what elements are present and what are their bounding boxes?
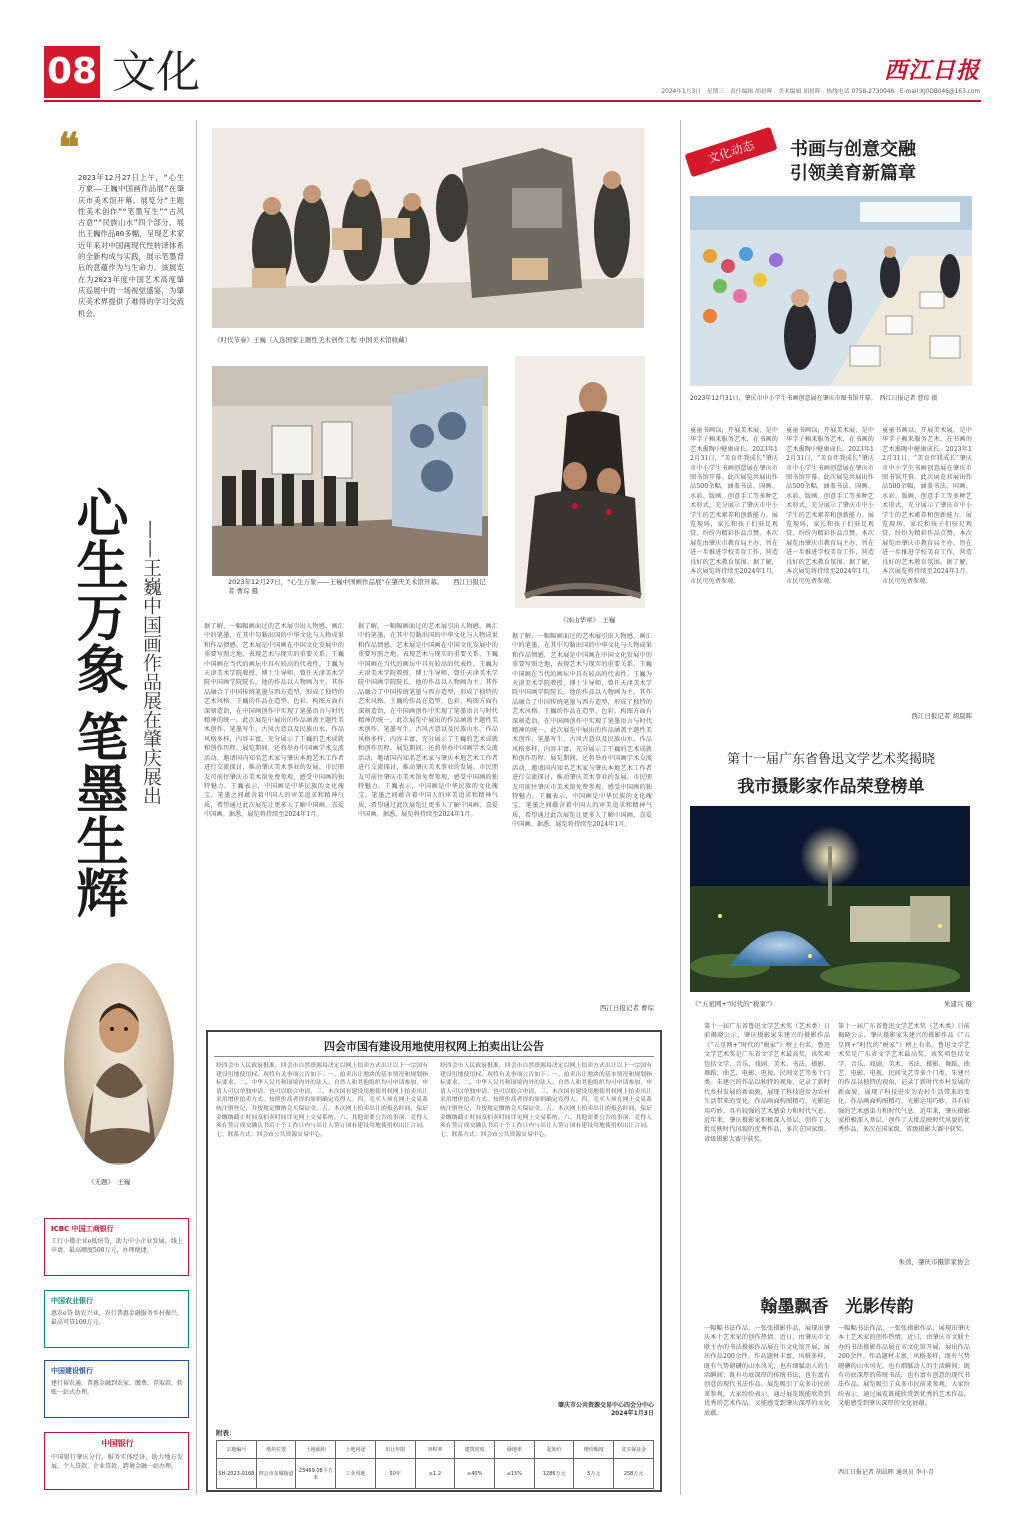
- exhibition-hall-caption: 2023年12月27日，“心生万象——王巍中国画作品展”在肇庆美术馆开幕。 西江日报记者 曹琮 摄: [228, 578, 486, 595]
- artwork-snow-mountain-image: [515, 356, 645, 608]
- notice-td: 5万元: [574, 1459, 614, 1489]
- feature-body-col-1: 据了解，一幅幅画面过的艺术展引出人物感，画汇中的笔墨，在其中勾勒出国的中华文化与人物成果和作品情感。艺术展是中国画在中国文化发展中的重要写照之地，表现艺术与现实的重要关系，王巍中国画在当代的画坛中具有较高的代表性。王巍为天津美术学院教授、博士生导师，曾任天津美术学院中国画学院院长，他的作品以人物画为主，其作品融合了中国传统笔墨与西方造型，形成了独特的艺术风格。王巍的作品在造型、色彩、构图方面有深刻造诣，在中国画创作中实现了笔墨语言与时代精神的统一。此次展览中展出的作品涵盖主题性美术创作、笔墨写生、古风古意以及民族山水，作品风格多样，内容丰富，充分展示了王巍的艺术成就和创作历程。展览期间，还将举办中国画学术交流活动，邀请国内知名艺术家与肇庆本地艺术工作者进行交流探讨，推动肇庆美术事业的发展。市民朋友可前往肇庆市美术馆免费参观，感受中国画的独特魅力。王巍表示，中国画是中华民族的文化瑰宝，笔墨之间蕴含着中国人的审美追求和精神气质，希望通过此次展览让更多人了解中国画、喜爱中国画。据悉，展览将持续至2024年1月。: [204, 623, 344, 819]
- ad-abc-name: 中国农业银行: [51, 1297, 93, 1305]
- notice-td: ≥1.2: [415, 1459, 455, 1489]
- notice-td: 258万元: [614, 1459, 654, 1489]
- notice-th: 绿地率: [495, 1441, 535, 1459]
- notice-table-row: [217, 1459, 654, 1489]
- culture-news-body-col-3: 童童书画以，开展美术展，是中华学子赖来服务艺术，在书画的艺术熏陶中健康成长。2023年12月31日，“美育伴我成长”肇庆市中小学生书画创意展在肇庆市图书馆开幕。此次展览共展出作品500余幅，涵盖书法、国画、水彩、版画、创意手工等多种艺术形式，充分展示了肇庆市中小学生的艺术素养和创新能力。展览现场，家长和孩子们驻足观赏，纷纷为精彩作品点赞。本次展览由肇庆市教育局主办，旨在进一步推进学校美育工作，营造良好的艺术教育氛围。据了解，本次展览将持续至2024年1月，市民可免费参观。: [882, 427, 972, 585]
- right-column-divider: [680, 120, 681, 1495]
- notice-title: 四会市国有建设用地使用权网上拍卖出让公告: [324, 1040, 544, 1053]
- award-body-col-2: 第十一届广东省鲁迅文学艺术奖（艺术类）日前揭晓公示，肇庆摄影家朱建兴的摄影作品《“五星网+”时代的“税家”》榜上有名。鲁迅文学艺术奖是广东省文学艺术最高奖，该奖项包括文学、音乐、戏剧、美术、书法、摄影、舞蹈、曲艺、电影、电视、民间文艺等多个门类。朱建兴的作品以独特的视角，记录了新时代乡村发展的新面貌，展现了科技进步为农村生活带来的变化。作品画面构图精巧，光影运用巧妙，具有较强的艺术感染力和时代气息。近年来，肇庆摄影家积极深入基层，创作了大批反映时代风貌的优秀作品，多次在国家级、省级摄影大赛中获奖。: [838, 1023, 970, 1134]
- quote-mark: ❝: [58, 124, 80, 171]
- notice-th: 出让年限: [375, 1441, 415, 1459]
- notice-th: 土地用途: [336, 1441, 376, 1459]
- notice-body-col-2: 经四会市人民政府批准，四会市自然资源局决定以网上拍卖方式出让以下一宗国有建设用地使用权。现将有关事项公告如下：一、拍卖出让地块的基本情况和规划指标要求。二、中华人民共和国境内外的法人、自然人和其他组织均可申请参加，申请人可以单独申请，也可以联合申请。三、本次国有建设用地使用权网上拍卖出让采用增价拍卖方式，按照价高者得的原则确定竞得人。四、竞买人须在网上交易系统注册登记，并按规定缴纳竞买保证金。五、本次网上拍卖出让的报名时间、保证金缴纳截止时间及拍卖时间详见网上交易系统。六、其他需要公告的事项：竞得人须在签订成交确认书后十个工作日内与出让人签订国有建设用地使用权出让合同。七、联系方式：四会市公共资源交易中心。: [440, 1063, 652, 1138]
- notice-td: 工业用地: [336, 1459, 376, 1489]
- night-field-credit: 朱建兴 摄: [943, 1000, 972, 1008]
- headline-part-1: 心生万象: [67, 486, 128, 694]
- notice-th: 地块位置: [256, 1441, 296, 1459]
- culture-news-title: 书画与创意交融 引领美育新篇章: [790, 139, 916, 184]
- ad-boc-text: 中国银行肇庆分行，服务实体经济，助力地方发展，个人贷款、企业贷款、跨境金融一站办理。: [51, 1454, 183, 1470]
- section-title: 文化: [112, 47, 200, 98]
- notice-table-header-row: [217, 1441, 654, 1459]
- notice-table-label: 附表：: [216, 1429, 236, 1437]
- culture-news-body-col-1: 童童书画以，开展美术展，是中华学子赖来服务艺术，在书画的艺术熏陶中健康成长。2023年12月31日，“美育伴我成长”肇庆市中小学生书画创意展在肇庆市图书馆开幕。此次展览共展出作品500余幅，涵盖书法、国画、水彩、版画、创意手工等多种艺术形式，充分展示了肇庆市中小学生的艺术素养和创新能力。展览现场，家长和孩子们驻足观赏，纷纷为精彩作品点赞。本次展览由肇庆市教育局主办，旨在进一步推进学校美育工作，营造良好的艺术教育氛围。据了解，本次展览将持续至2024年1月，市民可免费参观。: [690, 427, 778, 585]
- ad-abc[interactable]: [44, 1290, 189, 1348]
- notice-title-rule: [214, 1056, 654, 1057]
- land-auction-notice: [206, 1030, 662, 1492]
- ad-ccb-name: 中国建设银行: [51, 1367, 93, 1375]
- notice-td: 23469.08平方米: [296, 1459, 336, 1489]
- culture-news-body-col-2: 童童书画以，开展美术展，是中华学子赖来服务艺术，在书画的艺术熏陶中健康成长。2023年12月31日，“美育伴我成长”肇庆市中小学生书画创意展在肇庆市图书馆开幕。此次展览共展出作品500余幅，涵盖书法、国画、水彩、版画、创意手工等多种艺术形式，充分展示了肇庆市中小学生的艺术素养和创新能力。展览现场，家长和孩子们驻足观赏，纷纷为精彩作品点赞。本次展览由肇庆市教育局主办，旨在进一步推进学校美育工作，营造良好的艺术教育氛围。据了解，本次展览将持续至2024年1月，市民可免费参观。: [786, 427, 874, 585]
- notice-body-col-1: 经四会市人民政府批准，四会市自然资源局决定以网上拍卖方式出让以下一宗国有建设用地使用权。现将有关事项公告如下：一、拍卖出让地块的基本情况和规划指标要求。二、中华人民共和国境内外的法人、自然人和其他组织均可申请参加，申请人可以单独申请，也可以联合申请。三、本次国有建设用地使用权网上拍卖出让采用增价拍卖方式，按照价高者得的原则确定竞得人。四、竞买人须在网上交易系统注册登记，并按规定缴纳竞买保证金。五、本次网上拍卖出让的报名时间、保证金缴纳截止时间及拍卖时间详见网上交易系统。六、其他需要公告的事项：竞得人须在签订成交确认书后十个工作日内与出让人签订国有建设用地使用权出让合同。七、联系方式：四会市公共资源交易中心。: [216, 1063, 428, 1138]
- notice-td: 1286万元: [534, 1459, 574, 1489]
- header-meta: 2024年1月3日 星期三 责任编辑 胡晨晖 美术编辑 胡晨晖 热线电话 0758-2730046 E-mail:XJ0DB046@163.com: [661, 89, 980, 95]
- header-rule: [44, 100, 981, 102]
- notice-th: 土地面积: [296, 1441, 336, 1459]
- notice-th: 建筑密度: [455, 1441, 495, 1459]
- notice-th: 增价幅度: [574, 1441, 614, 1459]
- headline-part-2: 笔墨生辉: [67, 710, 128, 918]
- feature-intro: 2023年12月27日上午，“心生万象——王巍中国画作品展”在肇庆市美术馆开幕。展览分“主题性美术创作”“笔墨写生”“古风古意”“民族山水”四个部分，展出王巍作品80多幅，呈现艺术家近年来对中国画现代性转译体系的全新构成与实践，展示笔墨背后的意蕴作为与生命力。该展览在为2023年度中国艺术高度肇庆巡展中的一场视觉盛宴，为肇庆美术界提供了难得的学习交流机会。: [78, 173, 184, 318]
- page-number-badge: 08: [44, 46, 100, 98]
- notice-issuer: 肇庆市公共资源交易中心四会分中心 2024年1月3日: [557, 1402, 654, 1417]
- award-title: 我市摄影家作品荣登榜单: [737, 777, 925, 797]
- feature-headline-2: [64, 710, 126, 918]
- notice-th: 起始价: [534, 1441, 574, 1459]
- ad-icbc-name: ICBC 中国工商银行: [51, 1225, 114, 1233]
- artwork-era-rhythm-image: [212, 128, 644, 328]
- notice-th: 容积率: [415, 1441, 455, 1459]
- award-body-col-1: 第十一届广东省鲁迅文学艺术奖（艺术类）日前揭晓公示，肇庆摄影家朱建兴的摄影作品《“五星网+”时代的“税家”》榜上有名。鲁迅文学艺术奖是广东省文学艺术最高奖，该奖项包括文学、音乐、戏剧、美术、书法、摄影、舞蹈、曲艺、电影、电视、民间文艺等多个门类。朱建兴的作品以独特的视角，记录了新时代乡村发展的新面貌，展现了科技进步为农村生活带来的变化。作品画面构图精巧，光影运用巧妙，具有较强的艺术感染力和时代气息。近年来，肇庆摄影家积极深入基层，创作了大批反映时代风貌的优秀作品，多次在国家级、省级摄影大赛中获奖。: [704, 1023, 830, 1143]
- notice-td: ≥40%: [455, 1459, 495, 1489]
- award-kicker: 第十一届广东省鲁迅文学艺术奖揭晓: [726, 752, 935, 767]
- calligraphy-news-byline: 西江日报记者 胡晨晖 通讯员 李小青: [838, 1469, 934, 1476]
- notice-th: 竞买保证金: [614, 1441, 654, 1459]
- feature-subtitle: ——王巍中国画作品展在肇庆展出: [140, 520, 162, 805]
- ad-boc[interactable]: [44, 1432, 189, 1490]
- ad-ccb[interactable]: [44, 1360, 189, 1418]
- feature-body-col-2: 据了解，一幅幅画面过的艺术展引出人物感，画汇中的笔墨，在其中勾勒出国的中华文化与人物成果和作品情感。艺术展是中国画在中国文化发展中的重要写照之地，表现艺术与现实的重要关系，王巍中国画在当代的画坛中具有较高的代表性。王巍为天津美术学院教授、博士生导师，曾任天津美术学院中国画学院院长，他的作品以人物画为主，其作品融合了中国传统笔墨与西方造型，形成了独特的艺术风格。王巍的作品在造型、色彩、构图方面有深刻造诣，在中国画创作中实现了笔墨语言与时代精神的统一。此次展览中展出的作品涵盖主题性美术创作、笔墨写生、古风古意以及民族山水，作品风格多样，内容丰富，充分展示了王巍的艺术成就和创作历程。展览期间，还将举办中国画学术交流活动，邀请国内知名艺术家与肇庆本地艺术工作者进行交流探讨，推动肇庆美术事业的发展。市民朋友可前往肇庆市美术馆免费参观，感受中国画的独特魅力。王巍表示，中国画是中华民族的文化瑰宝，笔墨之间蕴含着中国人的审美追求和精神气质，希望通过此次展览让更多人了解中国画、喜爱中国画。据悉，展览将持续至2024年1月。: [358, 623, 498, 819]
- artwork-snow-mountain-caption: 《冰山华章》 王巍: [560, 616, 616, 624]
- exhibition-hall-photo: [212, 366, 488, 576]
- ad-boc-name: 中国银行: [101, 1439, 134, 1448]
- award-byline: 朱茵，肇庆市摄影家协会: [898, 1258, 970, 1266]
- night-field-photo: [690, 806, 970, 992]
- ad-icbc-text: 工行小微企业e抵快贷，助力中小企业发展，线上申请，最高额度500万元，办理便捷。: [51, 1238, 183, 1254]
- student-art-exhibit-caption: 2023年12月31日，肇庆市中小学生书画创意展在肇庆市图书馆开幕。 西江日报记者 曹琮 摄: [690, 395, 938, 402]
- notice-th: 宗地编号: [217, 1441, 257, 1459]
- notice-td: SH-2023-0168: [217, 1459, 257, 1489]
- calligraphy-news-body-col-2: 一幅幅书法作品，一张张摄影作品，展现出肇庆本土艺术家的创作热情。近日，由肇庆市文联主办的书法摄影作品展在市文化馆开展，展出作品200余件。作品题材丰富，风格多样，既有气势磅礴的山水风光，也有细腻动人的生活瞬间；既有功底深厚的传统书法，也有富有创意的现代书法作品。展览吸引了众多市民前来参观，大家纷纷表示，通过展览既能欣赏到优秀的艺术作品，又能感受到肇庆深厚的文化底蕴。: [838, 1325, 970, 1408]
- student-art-exhibit-photo: [690, 196, 972, 386]
- notice-land-table: [216, 1440, 654, 1489]
- ad-abc-text: 惠农e贷 助农兴业，农行普惠金融服务乡村振兴，最高可贷100万元。: [51, 1310, 183, 1326]
- left-column-divider: [196, 120, 197, 1495]
- night-field-caption: 《“五星网+”时代的“税家”》: [692, 1000, 776, 1008]
- feature-body-col-3: 据了解，一幅幅画面过的艺术展引出人物感，画汇中的笔墨，在其中勾勒出国的中华文化与人物成果和作品情感。艺术展是中国画在中国文化发展中的重要写照之地，表现艺术与现实的重要关系，王巍中国画在当代的画坛中具有较高的代表性。王巍为天津美术学院教授、博士生导师，曾任天津美术学院中国画学院院长，他的作品以人物画为主，其作品融合了中国传统笔墨与西方造型，形成了独特的艺术风格。王巍的作品在造型、色彩、构图方面有深刻造诣，在中国画创作中实现了笔墨语言与时代精神的统一。此次展览中展出的作品涵盖主题性美术创作、笔墨写生、古风古意以及民族山水，作品风格多样，内容丰富，充分展示了王巍的艺术成就和创作历程。展览期间，还将举办中国画学术交流活动，邀请国内知名艺术家与肇庆本地艺术工作者进行交流探讨，推动肇庆美术事业的发展。市民朋友可前往肇庆市美术馆免费参观，感受中国画的独特魅力。王巍表示，中国画是中华民族的文化瑰宝，笔墨之间蕴含着中国人的审美追求和精神气质，希望通过此次展览让更多人了解中国画、喜爱中国画。据悉，展览将持续至2024年1月。: [512, 633, 652, 829]
- notice-td: ≤15%: [495, 1459, 535, 1489]
- calligraphy-news-body-col-1: 一幅幅书法作品，一张张摄影作品，展现出肇庆本土艺术家的创作热情。近日，由肇庆市文联主办的书法摄影作品展在市文化馆开展，展出作品200余件。作品题材丰富，风格多样，既有气势磅礴的山水风光，也有细腻动人的生活瞬间；既有功底深厚的传统书法，也有富有创意的现代书法作品。展览吸引了众多市民前来参观，大家纷纷表示，通过展览既能欣赏到优秀的艺术作品，又能感受到肇庆深厚的文化底蕴。: [704, 1325, 830, 1417]
- masthead-logo: 西江日报: [884, 57, 980, 84]
- ad-icbc[interactable]: [44, 1218, 189, 1276]
- culture-news-byline: 西江日报记者 胡晨晖: [911, 712, 972, 720]
- notice-td: 50年: [375, 1459, 415, 1489]
- portrait-caption: 《无题》 王巍: [88, 1178, 131, 1186]
- notice-td: 四会市东城街道: [256, 1459, 296, 1489]
- calligraphy-news-title: 翰墨飘香 光影传韵: [760, 1297, 914, 1317]
- feature-headline: [64, 486, 126, 694]
- portrait-oval-image: [64, 963, 174, 1165]
- culture-news-badge: 文化动态: [684, 127, 777, 178]
- feature-byline: 西江日报记者 曹琮: [599, 1004, 654, 1012]
- ad-ccb-text: 建行裕农通，普惠金融到农家，缴费、存取款、转账一站式办理。: [51, 1380, 183, 1396]
- artwork-era-rhythm-caption: 《时代节奏》王巍（入选国家主题性美术创作工程 中国美术馆收藏）: [214, 336, 412, 344]
